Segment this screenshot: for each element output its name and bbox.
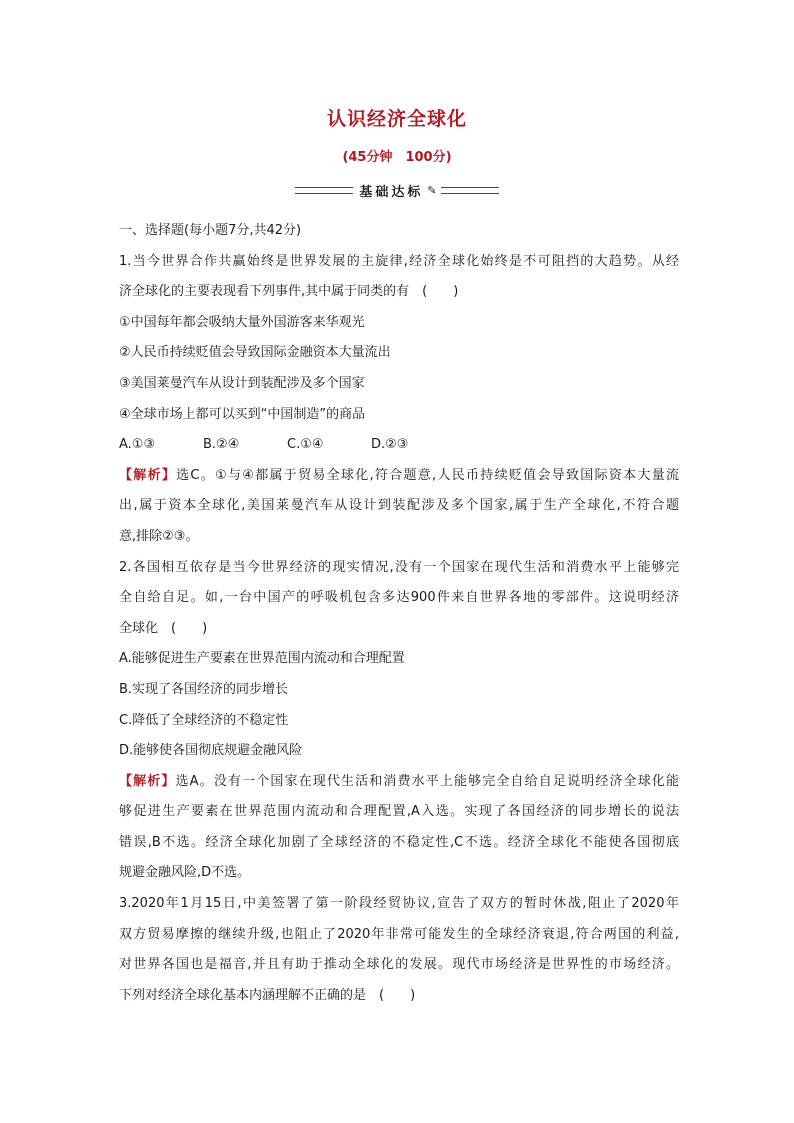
analysis-label: 【解析】 xyxy=(119,773,176,789)
option-b: B.实现了各国经济的同步增长 xyxy=(119,681,289,697)
question-1-item: ①中国每年都会吸纳大量外国游客来华观光 xyxy=(119,314,365,330)
question-1-options xyxy=(119,430,679,461)
question-1-stem: 1.当今世界合作共赢始终是世界发展的主旋律,经济全球化始终是不可阻挡的大趋势。从经 xyxy=(119,253,679,269)
banner-rule-right xyxy=(441,187,499,194)
question-3-stem-cont: 对世界各国也是福音,并且有助于推动全球化的发展。现代市场经济是世界性的市场经济。 xyxy=(119,957,679,973)
option-a: A.①③ xyxy=(119,437,156,453)
section-banner xyxy=(0,180,794,200)
option-b: B.②④ xyxy=(203,437,240,453)
question-1-item: ③美国莱曼汽车从设计到装配涉及多个国家 xyxy=(119,375,365,391)
analysis-text: 选C。①与④都属于贸易全球化,符合题意,人民币持续贬值会导致国际资本大量流 xyxy=(176,467,679,483)
question-3-stem-cont: 下列对经济全球化基本内涵理解不正确的是 ( ) xyxy=(119,987,416,1003)
banner-rule-left xyxy=(295,187,353,194)
option-d: D.能够使各国彻底规避金融风险 xyxy=(119,743,303,759)
question-1-stem-cont: 济全球化的主要表现看下列事件,其中属于同类的有 ( ) xyxy=(119,284,459,300)
option-c: C.降低了全球经济的不稳定性 xyxy=(119,712,289,728)
question-2-stem-cont: 全球化 ( ) xyxy=(119,620,208,636)
question-2-analysis-cont: 错误,B不选。经济全球化加剧了全球经济的不稳定性,C不选。经济全球化不能使各国彻底 xyxy=(119,834,679,850)
option-d: D.②③ xyxy=(371,437,409,453)
option-a: A.能够促进生产要素在世界范围内流动和合理配置 xyxy=(119,651,405,667)
question-3-stem: 3.2020年1月15日,中美签署了第一阶段经贸协议,宣告了双方的暂时休战,阻止了2020年 xyxy=(119,896,679,912)
question-1-item: ②人民币持续贬值会导致国际金融资本大量流出 xyxy=(119,345,391,361)
question-1-analysis-cont: 出,属于资本全球化,美国莱曼汽车从设计到装配涉及多个国家,属于生产全球化,不符合题 xyxy=(119,498,679,514)
question-1-item: ④全球市场上都可以买到“中国制造”的商品 xyxy=(119,406,366,422)
question-1-analysis-cont: 意,排除②③。 xyxy=(119,528,199,544)
question-2-analysis xyxy=(119,767,679,798)
page-title: 认识经济全球化 xyxy=(326,108,467,130)
question-2-stem: 2.各国相互依存是当今世界经济的现实情况,没有一个国家在现代生活和消费水平上能够完 xyxy=(119,559,679,575)
analysis-label: 【解析】 xyxy=(119,467,177,483)
question-2-analysis-cont: 够促进生产要素在世界范围内流动和合理配置,A入选。实现了各国经济的同步增长的说法 xyxy=(119,804,679,820)
question-2-stem-cont: 全自给自足。如,一台中国产的呼吸机包含多达900件来自世界各地的零部件。这说明经济 xyxy=(119,590,679,606)
section-heading: 基础达标 xyxy=(359,184,424,200)
part-heading: 一、选择题(每小题7分,共42分) xyxy=(119,223,302,238)
question-1-analysis xyxy=(119,461,679,492)
question-3-stem-cont: 双方贸易摩擦的继续升级,也阻止了2020年非常可能发生的全球经济衰退,符合两国的利益, xyxy=(119,926,679,942)
pen-icon: ✎ xyxy=(427,183,437,197)
option-c: C.①④ xyxy=(287,437,324,453)
document-body xyxy=(119,216,679,1011)
page-subtitle: (45分钟 100分) xyxy=(342,150,452,165)
question-2-analysis-cont: 规避金融风险,D不选。 xyxy=(119,865,251,881)
analysis-text: 选A。没有一个国家在现代生活和消费水平上能够完全自给自足说明经济全球化能 xyxy=(175,773,679,789)
